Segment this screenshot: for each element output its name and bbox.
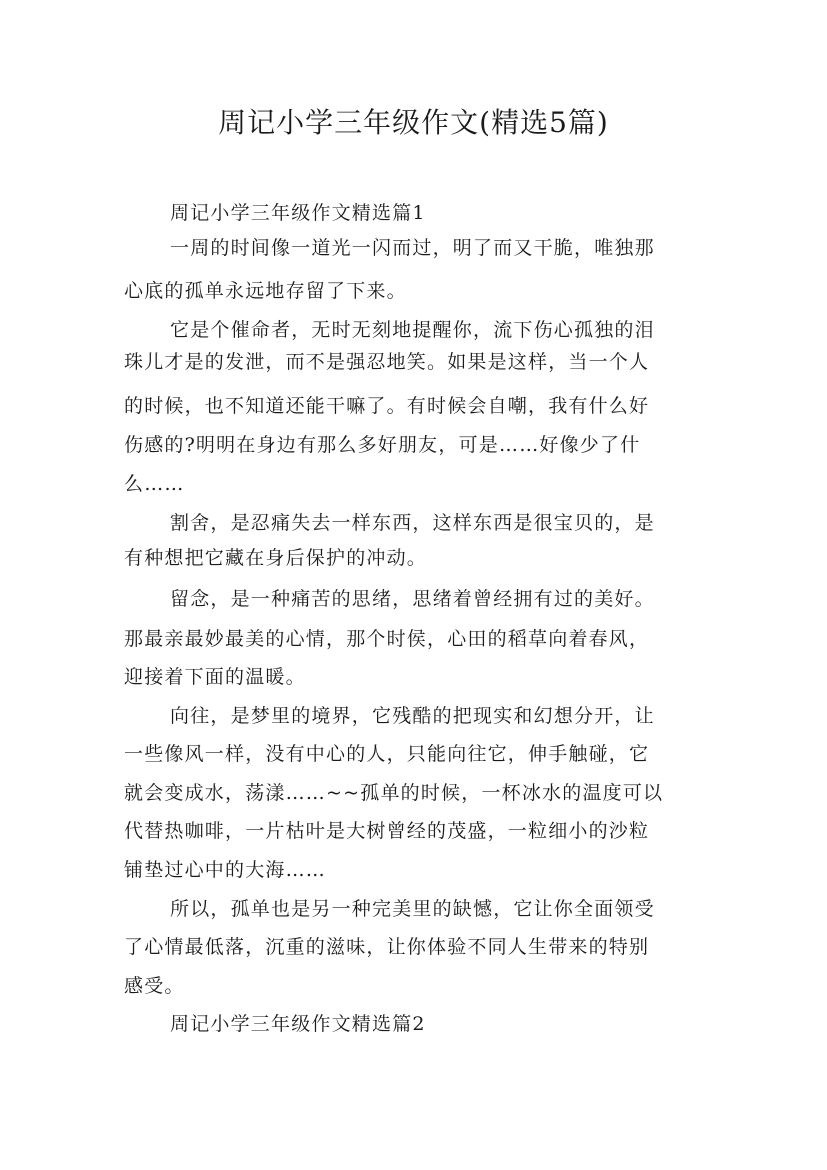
- paragraph-line: 一些像风一样，没有中心的人，只能向往它，伸手触碰，它: [124, 743, 650, 765]
- section-heading-2: 周记小学三年级作文精选篇2: [170, 1013, 426, 1035]
- paragraph-line: 留念，是一种痛苦的思绪，思绪着曾经拥有过的美好。: [170, 588, 655, 610]
- paragraph-line: 它是个催命者，无时无刻地提醒你，流下伤心孤独的泪: [170, 319, 655, 341]
- paragraph-line: 了心情最低落，沉重的滋味，让你体验不同人生带来的特别: [124, 936, 650, 958]
- paragraph-line: 那最亲最妙最美的心情，那个时侯，心田的稻草向着春风，: [124, 628, 650, 650]
- paragraph-line: 所以，孤单也是另一种完美里的缺憾，它让你全面领受: [170, 898, 655, 920]
- paragraph-line: 铺垫过心中的大海……: [124, 859, 327, 881]
- paragraph-line: 的时候，也不知道还能干嘛了。有时候会自嘲，我有什么好: [124, 395, 650, 417]
- paragraph-line: 伤感的?明明在身边有那么多好朋友，可是……好像少了什: [124, 434, 641, 456]
- paragraph-line: 就会变成水，荡漾……~~孤单的时候，一杯冰水的温度可以: [124, 782, 664, 804]
- paragraph-line: 心底的孤单永远地存留了下来。: [124, 280, 407, 302]
- paragraph-line: 感受。: [124, 975, 185, 997]
- paragraph-line: 有种想把它藏在身后保护的冲动。: [124, 547, 428, 569]
- paragraph-line: 珠儿才是的发泄，而不是强忍地笑。如果是这样，当一个人: [124, 351, 650, 373]
- document-title: 周记小学三年级作文(精选5篇): [218, 106, 609, 139]
- paragraph-line: 代替热咖啡，一片枯叶是大树曾经的茂盛，一粒细小的沙粒: [124, 820, 650, 842]
- paragraph-line: 向往，是梦里的境界，它残酷的把现实和幻想分开，让: [170, 705, 655, 727]
- paragraph-line: 迎接着下面的温暖。: [124, 666, 306, 688]
- section-heading-1: 周记小学三年级作文精选篇1: [170, 202, 426, 224]
- paragraph-line: 一周的时间像一道光一闪而过，明了而又干脆，唯独那: [170, 237, 655, 259]
- paragraph-line: 么……: [124, 473, 185, 495]
- paragraph-line: 割舍，是忍痛失去一样东西，这样东西是很宝贝的，是: [170, 512, 655, 534]
